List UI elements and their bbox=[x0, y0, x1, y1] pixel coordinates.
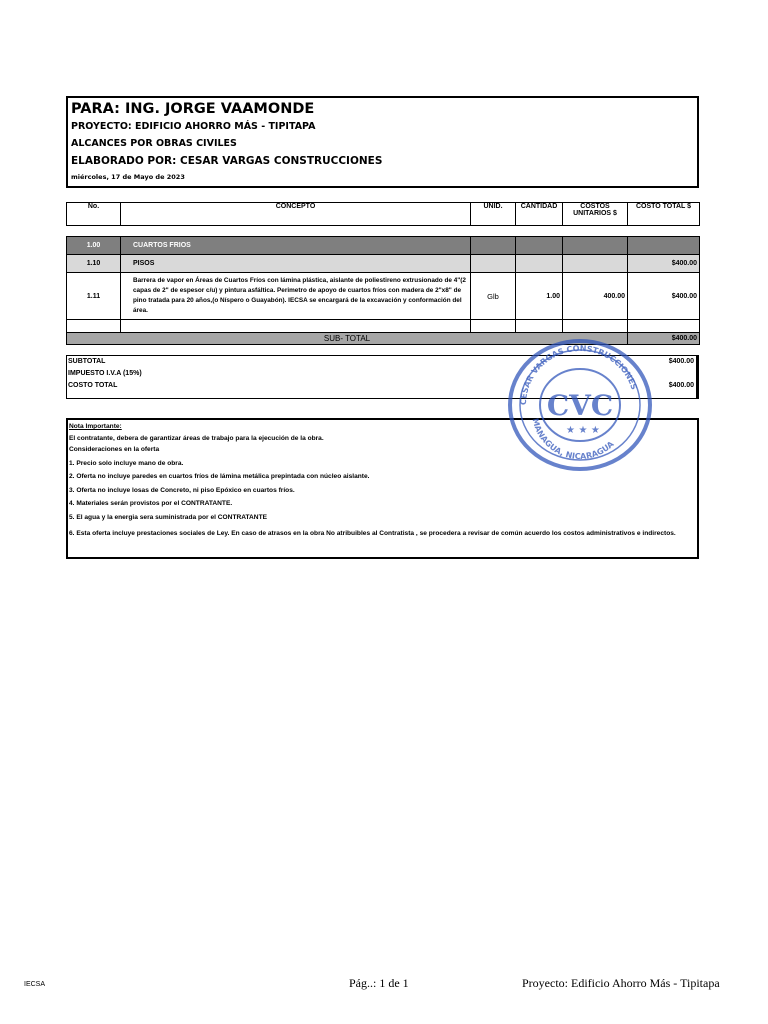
recipient: PARA: ING. JORGE VAAMONDE bbox=[71, 101, 315, 117]
col-concepto: CONCEPTO bbox=[121, 203, 471, 226]
item-unid: Glb bbox=[471, 273, 516, 320]
note-line: Consideraciones en la oferta bbox=[69, 446, 160, 453]
item-cantidad: 1.00 bbox=[516, 273, 563, 320]
col-unitario: COSTOS UNITARIOS $ bbox=[563, 203, 628, 226]
date: miércoles, 17 de Mayo de 2023 bbox=[71, 173, 185, 181]
subsection-row bbox=[67, 255, 700, 273]
totals-iva-label: IMPUESTO I.V.A (15%) bbox=[68, 370, 142, 377]
col-no: No. bbox=[67, 203, 121, 226]
subsection-concepto: PISOS bbox=[121, 255, 471, 273]
footer-company: IECSA bbox=[24, 981, 46, 988]
table-row bbox=[67, 320, 700, 333]
item-no: 1.11 bbox=[67, 273, 121, 320]
col-cantidad: CANTIDAD bbox=[516, 203, 563, 226]
stamp-ring-bottom: MANAGUA, NICARAGUA bbox=[530, 417, 616, 462]
item-unitario: 400.00 bbox=[563, 273, 628, 320]
project-title: PROYECTO: EDIFICIO AHORRO MÁS - TIPITAPA bbox=[71, 121, 316, 132]
totals-costo-label: COSTO TOTAL bbox=[68, 382, 118, 389]
totals-costo-value: $400.00 bbox=[668, 382, 694, 389]
scope: ALCANCES POR OBRAS CIVILES bbox=[71, 138, 237, 149]
note-line: El contratante, debera de garantizar áreas de trabajo para la ejecución de la obra. bbox=[69, 434, 324, 442]
header-box bbox=[66, 96, 699, 188]
table-header bbox=[66, 202, 700, 226]
col-unid: UNID. bbox=[471, 203, 516, 226]
footer-project: Proyecto: Edificio Ahorro Más - Tipitapa bbox=[522, 976, 720, 990]
company-stamp bbox=[506, 337, 654, 473]
subsection-total: $400.00 bbox=[628, 255, 700, 273]
subtotal-value: $400.00 bbox=[628, 333, 700, 345]
note-line: 5. El agua y la energia sera suministrada por el CONTRATANTE bbox=[69, 513, 267, 521]
item-total: $400.00 bbox=[628, 273, 700, 320]
table-row bbox=[67, 273, 700, 320]
stamp-ring-top: CESAR VARGAS CONSTRUCCIONES bbox=[518, 343, 639, 406]
notes-title: Nota Importante: bbox=[69, 423, 122, 430]
subsection-no: 1.10 bbox=[67, 255, 121, 273]
note-line: 6. Esta oferta incluye prestaciones sociales de Ley. En caso de atrasos en la obra No atribuibles al Contratista , se procedera a revisar de común acuerdo los costos administrativos e indirectos. bbox=[69, 530, 676, 537]
note-line: 2. Oferta no incluye paredes en cuartos fríos de lámina metálica prepintada con núcleo aislante. bbox=[69, 473, 370, 480]
page-number: Pág..: 1 de 1 bbox=[349, 976, 409, 990]
totals-subtotal-label: SUBTOTAL bbox=[68, 358, 106, 365]
svg-text:★ ★ ★: ★ ★ ★ bbox=[566, 425, 600, 436]
section-concepto: CUARTOS FRIOS bbox=[121, 237, 471, 255]
totals-subtotal-value: $400.00 bbox=[668, 358, 694, 365]
section-no: 1.00 bbox=[67, 237, 121, 255]
note-line: 4. Materiales serán provistos por el CONTRATANTE. bbox=[69, 500, 233, 507]
note-line: 3. Oferta no incluye losas de Concreto, ni piso Epóxico en cuartos fríos. bbox=[69, 486, 295, 494]
item-concepto: Barrera de vapor en Áreas de Cuartos Fríos con lámina plástica, aislante de poliestireno extrusionado de 4"(2 capas de 2" de espesor c/u) y pintura asfáltica. Perimetro de apoyo de cuartos fríos con madera de 2"x8" de pino tratada para 20 años,(o Níspero o Guayabón). IECSA se encargará de la excavación y conformación del área. bbox=[121, 273, 471, 320]
stamp-initials: CVC bbox=[546, 389, 614, 422]
section-row bbox=[67, 237, 700, 255]
subtotal-label: SUB- TOTAL bbox=[67, 333, 628, 345]
prepared-by: ELABORADO POR: CESAR VARGAS CONSTRUCCIONES bbox=[71, 155, 383, 167]
note-line: 1. Precio solo incluye mano de obra. bbox=[69, 459, 184, 467]
col-total: COSTO TOTAL $ bbox=[628, 203, 700, 226]
items-table bbox=[66, 236, 700, 345]
